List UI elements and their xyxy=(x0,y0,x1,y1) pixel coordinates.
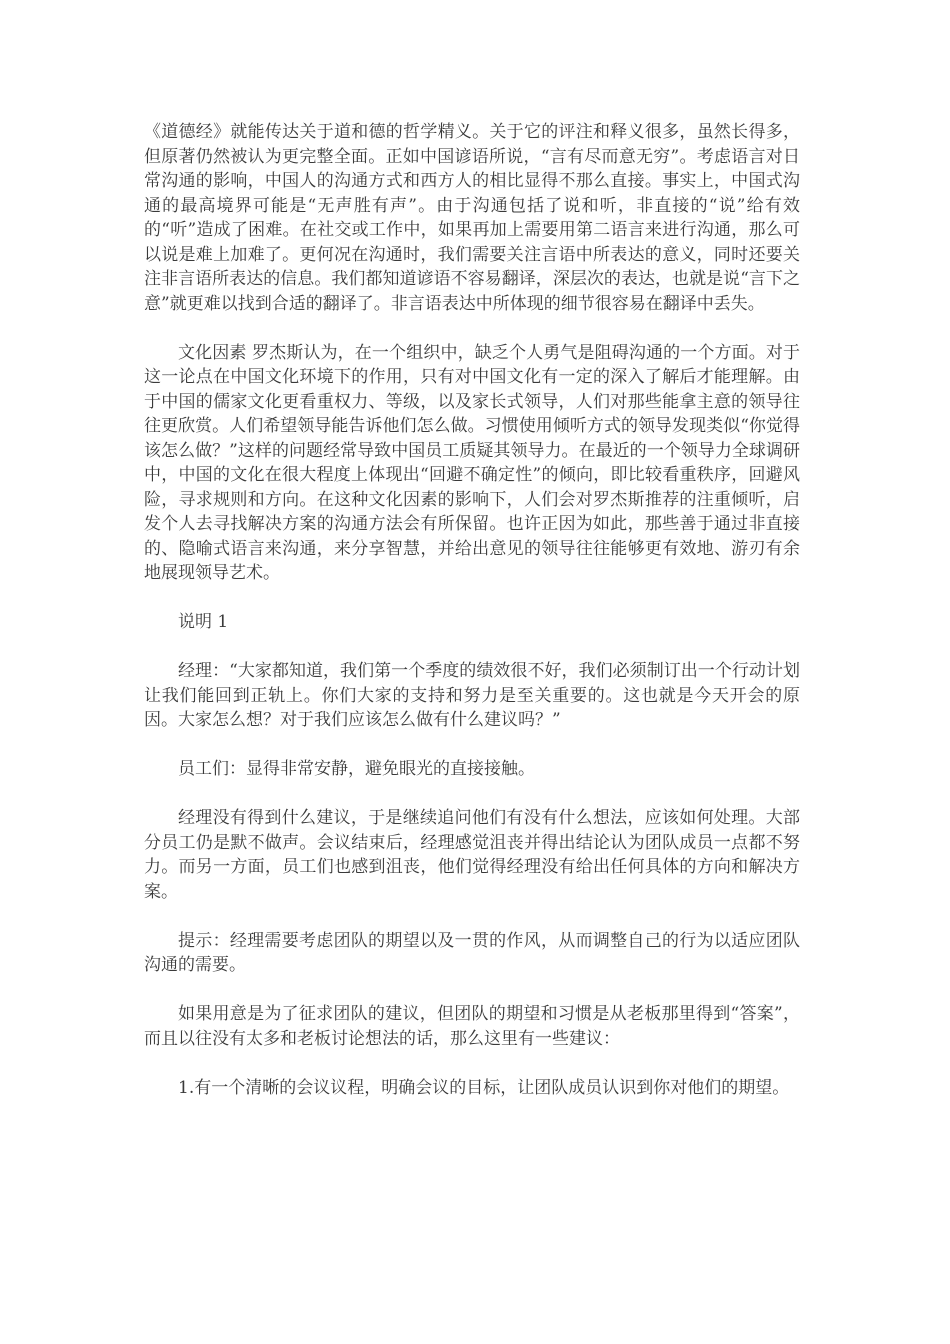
paragraph-meeting-outcome: 经理没有得到什么建议，于是继续追问他们有没有什么想法，应该如何处理。大部分员工仍是默不做声。会议结束后，经理感觉沮丧并得出结论认为团队成员一点都不努力。而另一方面，员工们也感到沮丧，他们觉得经理没有给出任何具体的方向和解决方案。 xyxy=(144,808,800,902)
section-heading-note-1: 说明 1 xyxy=(178,612,229,632)
paragraph-manager-quote: 经理：“大家都知道，我们第一个季度的绩效很不好，我们必须制订出一个行动计划让我们能回到正轨上。你们大家的支持和努力是至关重要的。这也就是今天开会的原因。大家怎么想？对于我们应该怎么做有什么建议吗？” xyxy=(144,661,800,730)
paragraph-cultural-factors: 文化因素 罗杰斯认为，在一个组织中，缺乏个人勇气是阻碍沟通的一个方面。对于这一论点在中国文化环境下的作用，只有对中国文化有一定的深入了解后才能理解。由于中国的儒家文化更看重权力、等级，以及家长式领导，人们对那些能拿主意的领导往往更欣赏。人们希望领导能告诉他们怎么做。习惯使用倾听方式的领导发现类似“你觉得该怎么做？”这样的问题经常导致中国员工质疑其领导力。在最近的一个领导力全球调研中，中国的文化在很大程度上体现出“回避不确定性”的倾向，即比较看重秩序，回避风险，寻求规则和方向。在这种文化因素的影响下，人们会对罗杰斯推荐的注重倾听，启发个人去寻找解决方案的沟通方法会有所保留。也许正因为如此，那些善于通过非直接的、隐喻式语言来沟通，来分享智慧，并给出意见的领导往往能够更有效地、游刃有余地展现领导艺术。 xyxy=(144,342,800,583)
list-item-suggestion-1: 1.有一个清晰的会议议程，明确会议的目标，让团队成员认识到你对他们的期望。 xyxy=(178,1077,790,1098)
paragraph-dao-de-jing: 《道德经》就能传达关于道和德的哲学精义。关于它的评注和释义很多，虽然长得多，但原著仍然被认为更完整全面。正如中国谚语所说，“言有尽而意无穷”。考虑语言对日常沟通的影响，中国人的沟通方式和西方人的相比显得不那么直接。事实上，中国式沟通的最高境界可能是“无声胜有声”。由于沟通包括了说和听，非直接的“说”给有效的“听”造成了困难。在社交或工作中，如果再加上需要用第二语言来进行沟通，那么可以说是难上加难了。更何况在沟通时，我们需要关注言语中所表达的意义，同时还要关注非言语所表达的信息。我们都知道谚语不容易翻译，深层次的表达，也就是说“言下之意”就更难以找到合适的翻译了。非言语表达中所体现的细节很容易在翻译中丢失。 xyxy=(144,122,800,314)
paragraph-tip: 提示：经理需要考虑团队的期望以及一贯的作风，从而调整自己的行为以适应团队沟通的需要。 xyxy=(144,930,800,975)
paragraph-employees-reaction: 员工们：显得非常安静，避免眼光的直接接触。 xyxy=(178,759,535,779)
document-page xyxy=(144,120,800,1125)
paragraph-suggestions-intro: 如果用意是为了征求团队的建议，但团队的期望和习惯是从老板那里得到“答案”，而且以往没有太多和老板讨论想法的话，那么这里有一些建议： xyxy=(144,1004,800,1049)
